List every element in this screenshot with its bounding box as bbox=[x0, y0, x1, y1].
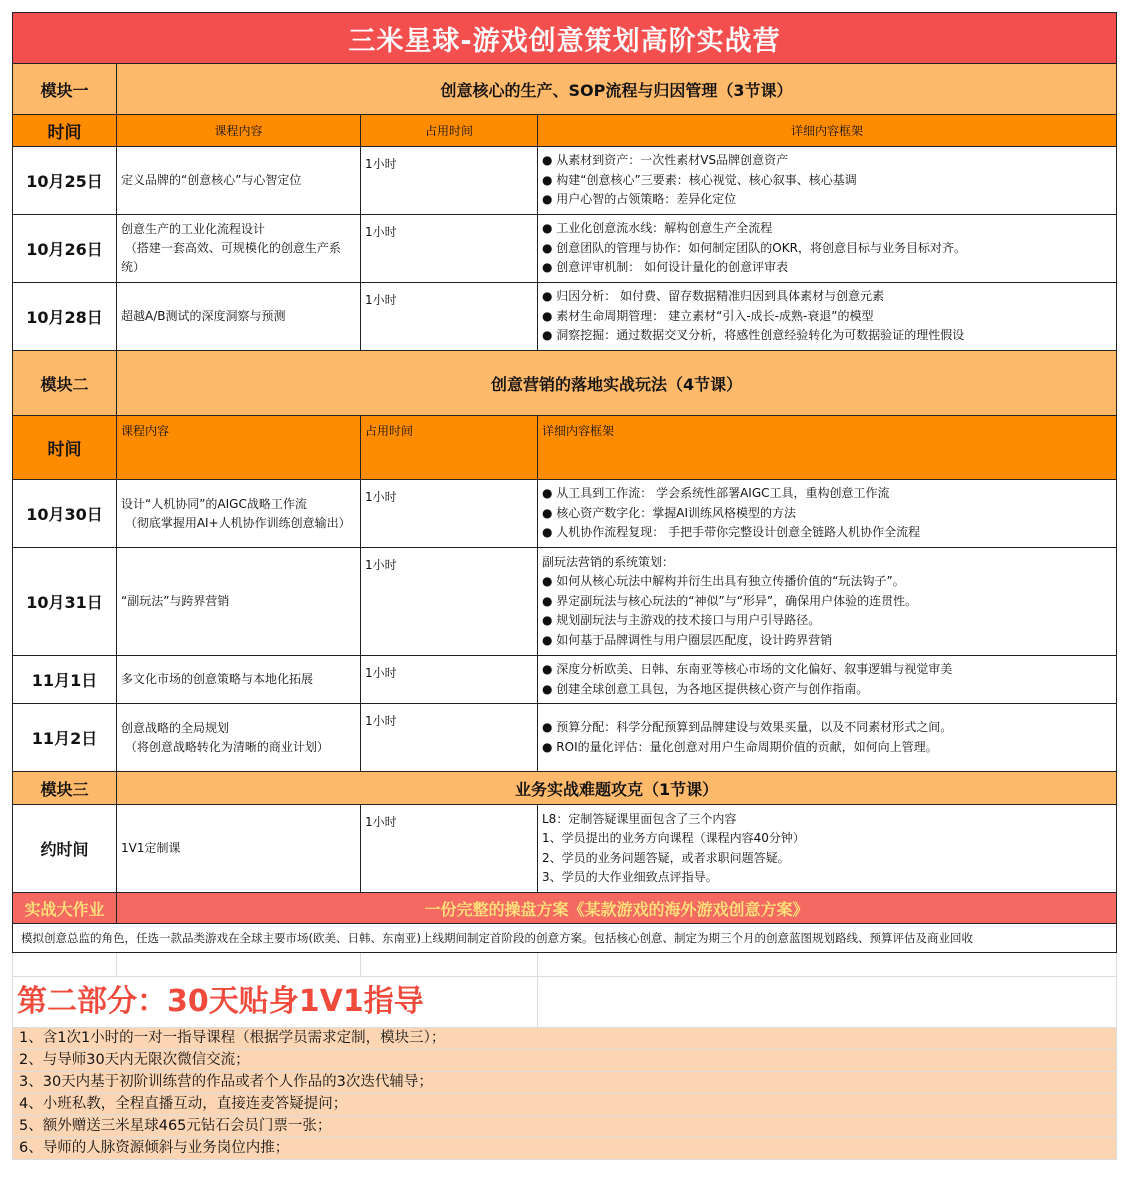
benefit-row bbox=[13, 1050, 1117, 1072]
course-title-line: 设计“人机协同”的AIGC战略工作流 bbox=[121, 496, 307, 511]
header-detail: 详细内容框架 bbox=[538, 115, 1117, 147]
detail-line: ● 素材生命周期管理： 建立素材“引入-成长-成熟-衰退”的模型 bbox=[542, 308, 874, 323]
detail-line: 1、学员提出的业务方向课程（课程内容40分钟） bbox=[542, 831, 805, 845]
page-title: 三米星球-游戏创意策划高阶实战营 bbox=[13, 13, 1117, 64]
course-duration: 1小时 bbox=[361, 805, 538, 893]
course-details bbox=[538, 147, 1117, 215]
header-content: 课程内容 bbox=[117, 115, 361, 147]
course-sheet bbox=[12, 12, 1116, 1160]
module3-name: 业务实战难题攻克（1节课） bbox=[117, 772, 1117, 805]
detail-line: 3、学员的大作业细致点评指导。 bbox=[542, 870, 718, 884]
course-duration: 1小时 bbox=[361, 548, 538, 656]
empty-cell bbox=[538, 953, 1117, 977]
course-date: 10月30日 bbox=[13, 480, 117, 548]
course-title bbox=[117, 704, 361, 772]
assignment-description: 模拟创意总监的角色，任选一款品类游戏在全球主要市场(欧美、日韩、东南亚)上线期间制定首阶段的创意方案。包括核心创意、制定为期三个月的创意蓝图规划路线、预算评估及商业回收 bbox=[13, 924, 1117, 953]
detail-line: ● 界定副玩法与核心玩法的“神似”与“形异”，确保用户体验的连贯性。 bbox=[542, 593, 918, 608]
detail-line: ● 如何从核心玩法中解构并衍生出具有独立传播价值的“玩法钩子”。 bbox=[542, 574, 905, 589]
course-title-line: 创意生产的工业化流程设计 bbox=[121, 222, 266, 236]
detail-line: ● 洞察挖掘：通过数据交叉分析，将感性创意经验转化为可数据验证的理性假设 bbox=[542, 328, 965, 343]
benefit-row bbox=[13, 1138, 1117, 1160]
module2-label: 模块二 bbox=[13, 351, 117, 416]
course-row bbox=[13, 480, 1117, 548]
header-duration: 占用时间 bbox=[361, 115, 538, 147]
empty-cell bbox=[117, 953, 361, 977]
benefit-item: 6、导师的人脉资源倾斜与业务岗位内推； bbox=[13, 1138, 1117, 1160]
detail-line: L8：定制答疑课里面包含了三个内容 bbox=[542, 811, 737, 826]
course-title bbox=[117, 283, 361, 351]
course-title-line: 超越A/B测试的深度洞察与预测 bbox=[121, 309, 286, 323]
course-title bbox=[117, 548, 361, 656]
detail-line: ● ROI的量化评估：量化创意对用户生命周期价值的贡献，如何向上管理。 bbox=[542, 739, 938, 754]
module3-label: 模块三 bbox=[13, 772, 117, 805]
benefit-row bbox=[13, 1072, 1117, 1094]
course-title bbox=[117, 805, 361, 893]
course-date: 约时间 bbox=[13, 805, 117, 893]
header-content-2: 课程内容 bbox=[117, 416, 361, 480]
course-duration: 1小时 bbox=[361, 283, 538, 351]
detail-line: ● 构建“创意核心”三要素：核心视觉、核心叙事、核心基调 bbox=[542, 172, 857, 187]
course-title-line: “副玩法”与跨界营销 bbox=[121, 594, 230, 608]
course-title-line: 1V1定制课 bbox=[121, 841, 181, 855]
detail-line: ● 深度分析欧美、日韩、东南亚等核心市场的文化偏好、叙事逻辑与视觉审美 bbox=[542, 662, 953, 676]
header-detail-2: 详细内容框架 bbox=[538, 416, 1117, 480]
course-row bbox=[13, 215, 1117, 283]
course-duration: 1小时 bbox=[361, 215, 538, 283]
part2-title: 第二部分：30天贴身1V1指导 bbox=[13, 977, 538, 1028]
course-row bbox=[13, 548, 1117, 656]
benefit-item: 3、30天内基于初阶训练营的作品或者个人作品的3次迭代辅导； bbox=[13, 1072, 1117, 1094]
course-duration: 1小时 bbox=[361, 704, 538, 772]
course-date: 10月25日 bbox=[13, 147, 117, 215]
course-row bbox=[13, 656, 1117, 704]
course-date: 11月2日 bbox=[13, 704, 117, 772]
course-date: 10月28日 bbox=[13, 283, 117, 351]
course-title bbox=[117, 656, 361, 704]
course-date: 10月26日 bbox=[13, 215, 117, 283]
benefit-row bbox=[13, 1116, 1117, 1138]
detail-line: ● 如何基于品牌调性与用户圈层匹配度，设计跨界营销 bbox=[542, 632, 833, 647]
course-title-line: （将创意战略转化为清晰的商业计划） bbox=[121, 739, 329, 754]
course-details bbox=[538, 480, 1117, 548]
course-title-line: 多文化市场的创意策略与本地化拓展 bbox=[121, 672, 314, 686]
module1-name: 创意核心的生产、SOP流程与归因管理（3节课） bbox=[117, 64, 1117, 115]
course-details bbox=[538, 805, 1117, 893]
course-title bbox=[117, 147, 361, 215]
detail-line: ● 预算分配：科学分配预算到品牌建设与效果买量，以及不同素材形式之间。 bbox=[542, 720, 953, 734]
detail-line: ● 核心资产数字化：掌握AI训练风格模型的方法 bbox=[542, 505, 797, 520]
benefit-row bbox=[13, 1028, 1117, 1050]
course-duration: 1小时 bbox=[361, 147, 538, 215]
course-details bbox=[538, 283, 1117, 351]
course-table bbox=[12, 12, 1117, 1160]
detail-line: 2、学员的业务问题答疑，或者求职问题答疑。 bbox=[542, 850, 790, 865]
header-time: 时间 bbox=[13, 115, 117, 147]
course-title-line: 创意战略的全局规划 bbox=[121, 720, 230, 735]
detail-line: ● 创意评审机制： 如何设计量化的创意评审表 bbox=[542, 260, 789, 275]
course-details bbox=[538, 215, 1117, 283]
empty-cell bbox=[361, 953, 538, 977]
course-duration: 1小时 bbox=[361, 480, 538, 548]
detail-line: 副玩法营销的系统策划： bbox=[542, 554, 675, 569]
detail-line: ● 从工具到工作流： 学会系统性部署AIGC工具，重构创意工作流 bbox=[542, 486, 890, 501]
assignment-title: 一份完整的操盘方案《某款游戏的海外游戏创意方案》 bbox=[117, 893, 1117, 924]
benefit-row bbox=[13, 1094, 1117, 1116]
detail-line: ● 用户心智的占领策略：差异化定位 bbox=[542, 192, 737, 207]
detail-line: ● 从素材到资产：一次性素材VS品牌创意资产 bbox=[542, 153, 789, 168]
benefit-item: 1、含1次1小时的一对一指导课程（根据学员需求定制，模块三）； bbox=[13, 1028, 1117, 1050]
course-row bbox=[13, 147, 1117, 215]
benefit-item: 2、与导师30天内无限次微信交流； bbox=[13, 1050, 1117, 1072]
course-title-line: （搭建一套高效、可规模化的创意生产系统） bbox=[121, 241, 341, 274]
module1-label: 模块一 bbox=[13, 64, 117, 115]
detail-line: ● 规划副玩法与主游戏的技术接口与用户引导路径。 bbox=[542, 613, 821, 628]
header-duration-2: 占用时间 bbox=[361, 416, 538, 480]
detail-line: ● 创意团队的管理与协作：如何制定团队的OKR，将创意目标与业务目标对齐。 bbox=[542, 240, 966, 255]
module2-name: 创意营销的落地实战玩法（4节课） bbox=[117, 351, 1117, 416]
detail-line: ● 人机协作流程复现： 手把手带你完整设计创意全链路人机协作全流程 bbox=[542, 525, 921, 540]
empty-cell bbox=[538, 977, 1117, 1028]
detail-line: ● 工业化创意流水线：解构创意生产全流程 bbox=[542, 221, 773, 236]
benefit-item: 5、额外赠送三米星球465元钻石会员门票一张； bbox=[13, 1116, 1117, 1138]
course-details bbox=[538, 704, 1117, 772]
empty-cell bbox=[13, 953, 117, 977]
course-title bbox=[117, 480, 361, 548]
course-title bbox=[117, 215, 361, 283]
course-date: 10月31日 bbox=[13, 548, 117, 656]
course-duration: 1小时 bbox=[361, 656, 538, 704]
course-details bbox=[538, 656, 1117, 704]
course-row bbox=[13, 805, 1117, 893]
course-details bbox=[538, 548, 1117, 656]
course-title-line: （彻底掌握用AI+人机协作训练创意输出） bbox=[121, 515, 351, 530]
detail-line: ● 创建全球创意工具包，为各地区提供核心资产与创作指南。 bbox=[542, 681, 869, 696]
header-time-2: 时间 bbox=[13, 416, 117, 480]
course-date: 11月1日 bbox=[13, 656, 117, 704]
course-title-line: 定义品牌的“创意核心”与心智定位 bbox=[121, 173, 302, 187]
detail-line: ● 归因分析： 如付费、留存数据精准归因到具体素材与创意元素 bbox=[542, 289, 885, 304]
assignment-label: 实战大作业 bbox=[13, 893, 117, 924]
course-row bbox=[13, 283, 1117, 351]
benefit-item: 4、小班私教，全程直播互动，直接连麦答疑提问； bbox=[13, 1094, 1117, 1116]
course-row bbox=[13, 704, 1117, 772]
